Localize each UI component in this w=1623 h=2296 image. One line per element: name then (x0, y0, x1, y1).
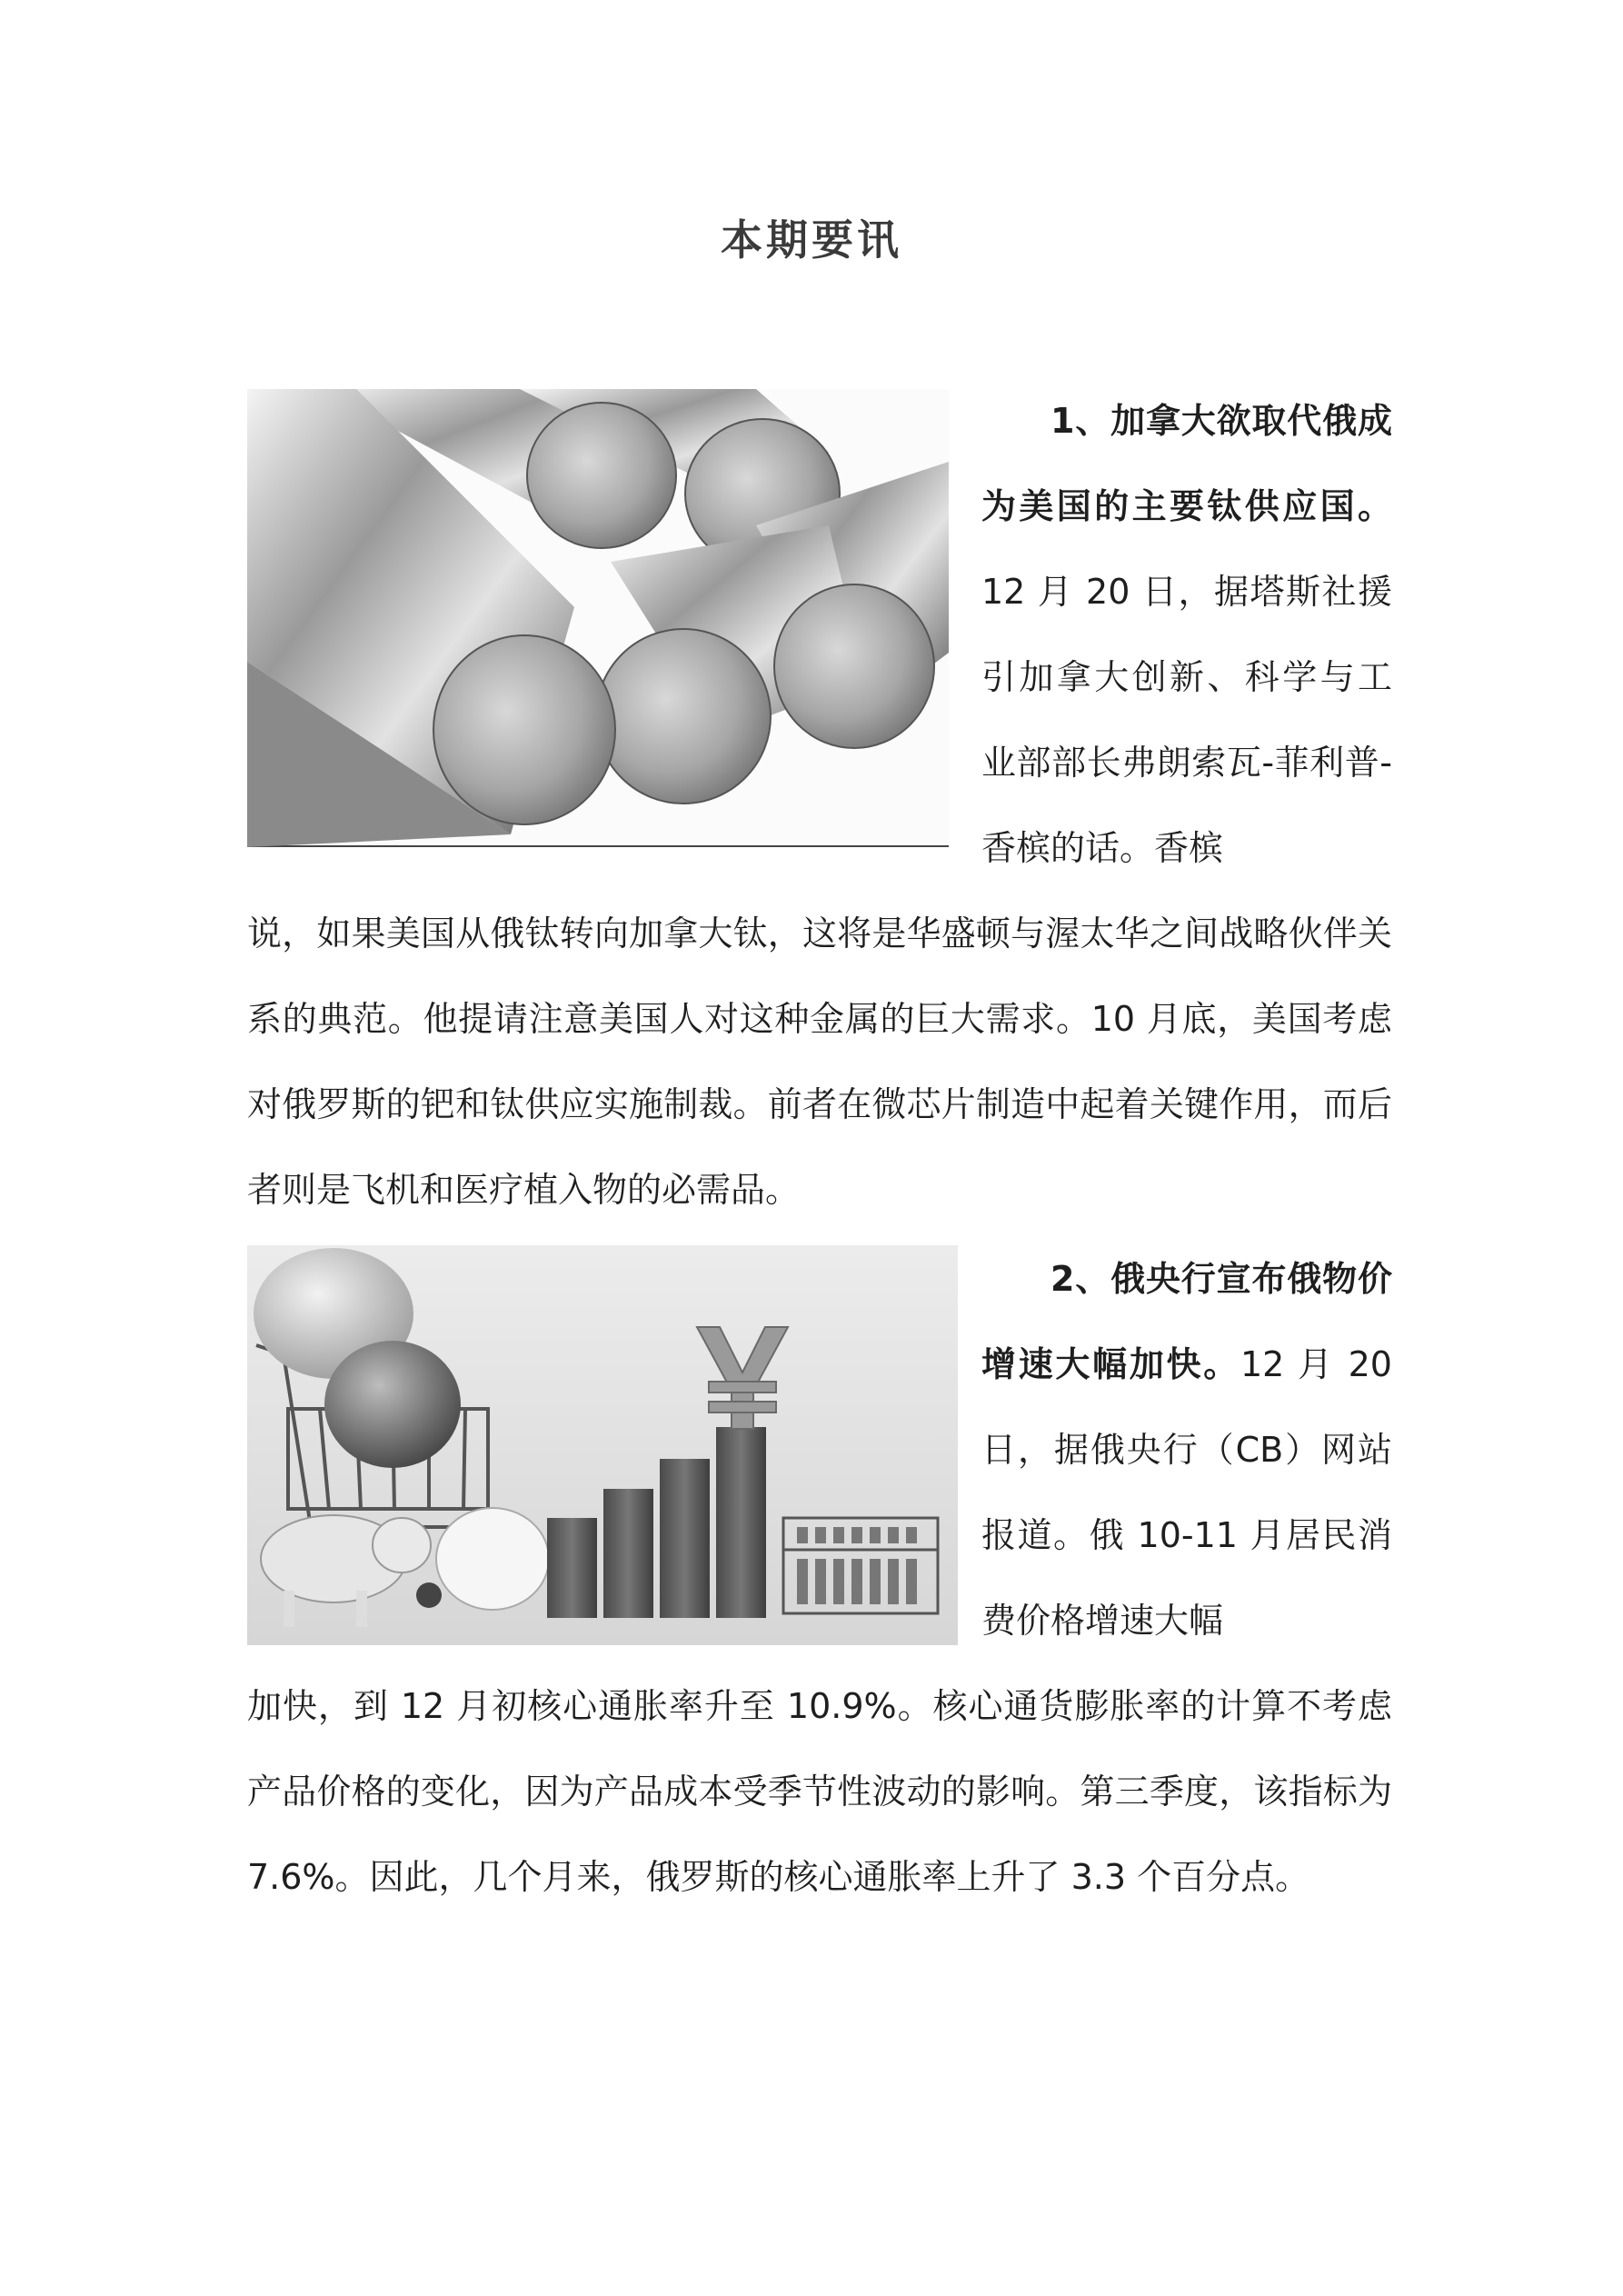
article-2-side-text (981, 1236, 1392, 1663)
titanium-rods-image (247, 389, 949, 847)
page-title: 本期要讯 (721, 215, 902, 265)
inflation-concept-image (247, 1245, 958, 1645)
article-1-side-body: 12 月 20 日，据塔斯社援引加拿大创新、科学与工业部部长弗朗索瓦-菲利普-香槟的话。香槟 (981, 572, 1392, 868)
article-2-heading: 2、俄央行宣布俄物价增速大幅加快。 (981, 1259, 1392, 1384)
article-2-body-text: 加快，到 12 月初核心通胀率升至 10.9%。核心通货膨胀率的计算不考虑产品价格的变化，因为产品成本受季节性波动的影响。第三季度，该指标为 7.6%。因此，几个月来，俄罗斯的核心通胀率上升了 3.3 个百分点。 (247, 1686, 1392, 1897)
article-1-side-text (981, 378, 1392, 891)
article-1-body-text: 说，如果美国从俄钛转向加拿大钛，这将是华盛顿与渥太华之间战略伙伴关系的典范。他提请注意美国人对这种金属的巨大需求。10 月底，美国考虑对俄罗斯的钯和钛供应实施制裁。前者在微芯片制造中起着关键作用，而后者则是飞机和医疗植入物的必需品。 (247, 913, 1392, 1210)
article-1-heading: 1、加拿大欲取代俄成为美国的主要钛供应国。 (981, 401, 1392, 526)
article-2-side-body: 12 月 20 日，据俄央行（CB）网站报道。俄 10-11 月居民消费价格增速大幅 (981, 1344, 1392, 1641)
